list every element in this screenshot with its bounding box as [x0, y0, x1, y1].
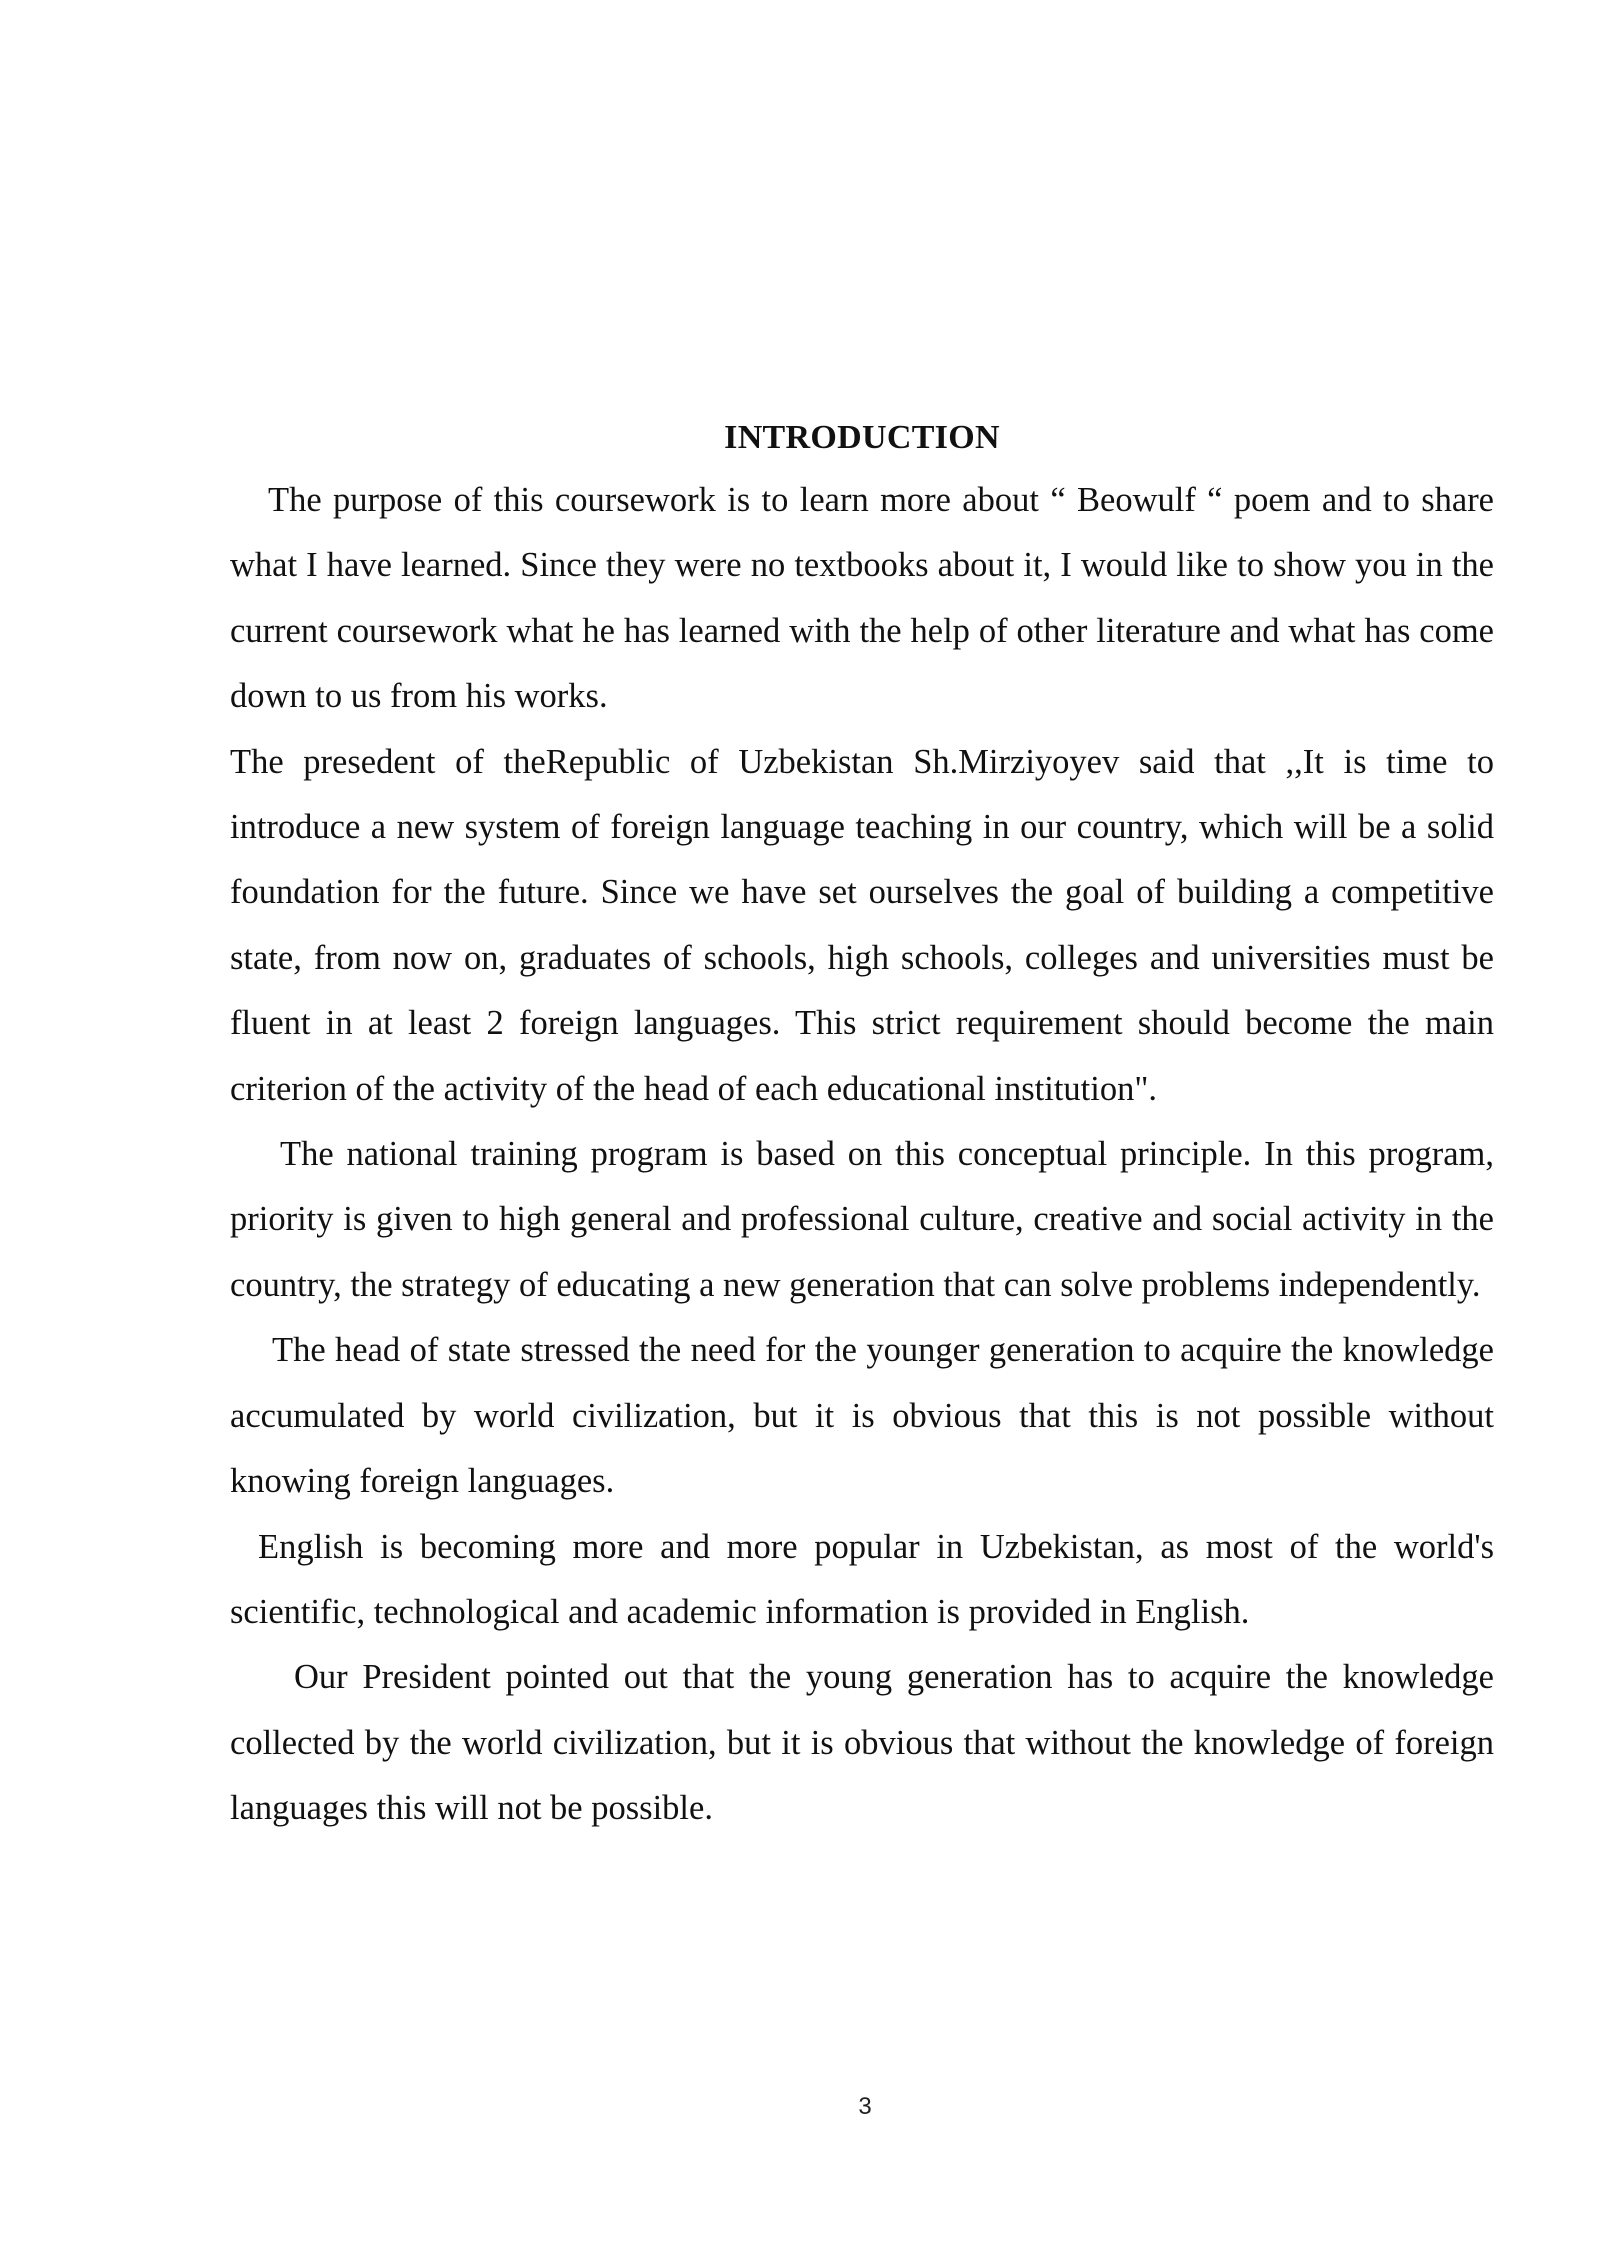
page-number: 3: [858, 2093, 872, 2120]
paragraph-purpose: The purpose of this coursework is to learn more about “ Beowulf “ poem and to share what I have learned. Since they were no textbooks about it, I would like to show you in the current coursework what he has learned with the help of other literature and what has come down to us from his works.: [230, 481, 1494, 716]
paragraph-head-of-state: The head of state stressed the need for the younger generation to acquire the knowledge accumulated by world civilization, but it is obvious that this is not possible without knowing foreign languages.: [230, 1331, 1494, 1501]
paragraph-english-popularity: English is becoming more and more popular in Uzbekistan, as most of the world's scientific, technological and academic information is provided in English.: [230, 1527, 1494, 1631]
paragraph-president-quote: The presedent of theRepublic of Uzbekistan Sh.Mirziyoyev said that ,,It is time to introduce a new system of foreign language teaching in our country, which will be a solid foundation for the future. Since we have set ourselves the goal of building a competitive state, from now on, graduates of schools, high schools, colleges and universities must be fluent in at least 2 foreign languages. This strict requirement should become the main criterion of the activity of the head of each educational institution".: [230, 742, 1494, 1108]
paragraph-president-pointed-out: Our President pointed out that the young generation has to acquire the knowledge collected by the world civilization, but it is obvious that without the knowledge of foreign languages this will not be possible.: [230, 1658, 1494, 1828]
page-content: [230, 408, 1494, 1842]
page-title: INTRODUCTION: [724, 419, 1000, 456]
paragraph-training-program: The national training program is based on this conceptual principle. In this program, priority is given to high general and professional culture, creative and social activity in the country, the strategy of educating a new generation that can solve problems independently.: [230, 1135, 1494, 1304]
